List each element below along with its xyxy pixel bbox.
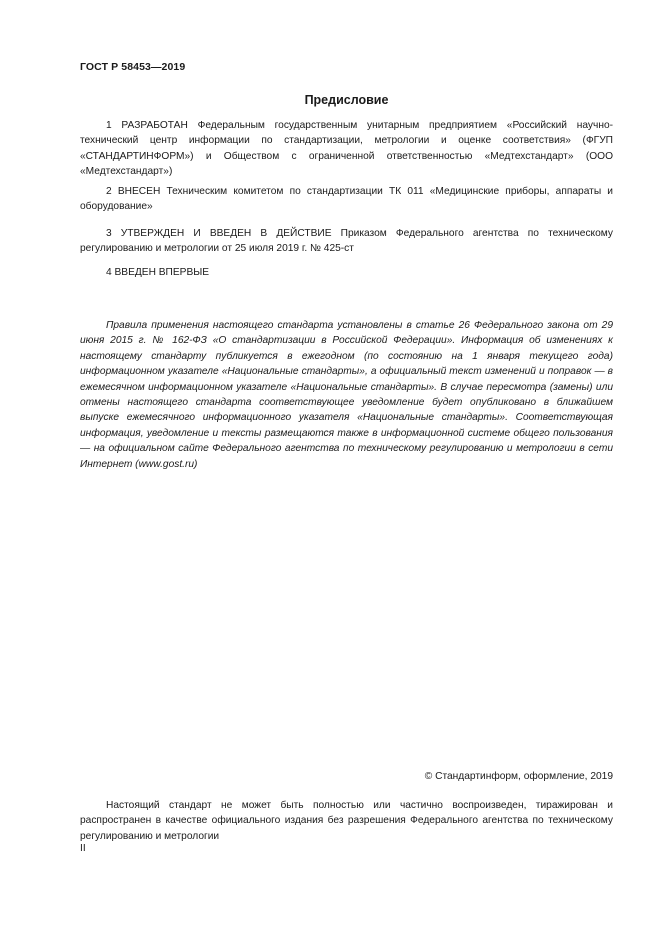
copyright-line: © Стандартинформ, оформление, 2019 (424, 771, 613, 782)
foreword-item-3: 3 УТВЕРЖДЕН И ВВЕДЕН В ДЕЙСТВИЕ Приказом Федерального агентства по техническому регулированию и метрологии от 25 июля 2019 г. № 425-ст (80, 228, 613, 255)
reproduction-notice: Настоящий стандарт не может быть полностью или частично воспроизведен, тиражирован и распространен в качестве официального издания без разрешения Федерального агентства по техническому регулированию и метрологии (80, 800, 613, 842)
foreword-item-4: 4 ВВЕДЕН ВПЕРВЫЕ (106, 267, 210, 278)
standard-application-notice: Правила применения настоящего стандарта установлены в статье 26 Федерального закона от 29 июня 2015 г. № 162-ФЗ «О стандартизации в Российской Федерации». Информация об изменениях к настоящему стандарту публикуется в ежегодном (по состоянию на 1 января текущего года) информационном указателе «Национальные стандарты», а официальный текст изменений и поправок — в ежемесячном информационном указателе «Национальные стандарты». В случае пересмотра (замены) или отмены настоящего стандарта соответствующее уведомление будет опубликовано в ближайшем выпуске ежемесячного информационного указателя «Национальные стандарты». Соответствующая информация, уведомление и тексты размещаются также в информационной системе общего пользования — на официальном сайте Федерального агентства по техническому регулированию и метрологии в сети Интернет (www.gost.ru) (80, 320, 613, 470)
foreword-item-1: 1 РАЗРАБОТАН Федеральным государственным унитарным предприятием «Российский научно-технический центр информации по стандартизации, метрологии и оценке соответствия» (ФГУП «СТАНДАРТИНФОРМ») и Обществом с ограниченной ответственностью «Медтехстандарт» (ООО «Медтехстандарт») (80, 120, 613, 178)
page-number: II (80, 843, 86, 854)
page-title: Предисловие (304, 93, 389, 107)
standard-number: ГОСТ Р 58453—2019 (80, 61, 186, 73)
foreword-item-2: 2 ВНЕСЕН Техническим комитетом по стандартизации ТК 011 «Медицинские приборы, аппараты и оборудование» (80, 186, 613, 213)
